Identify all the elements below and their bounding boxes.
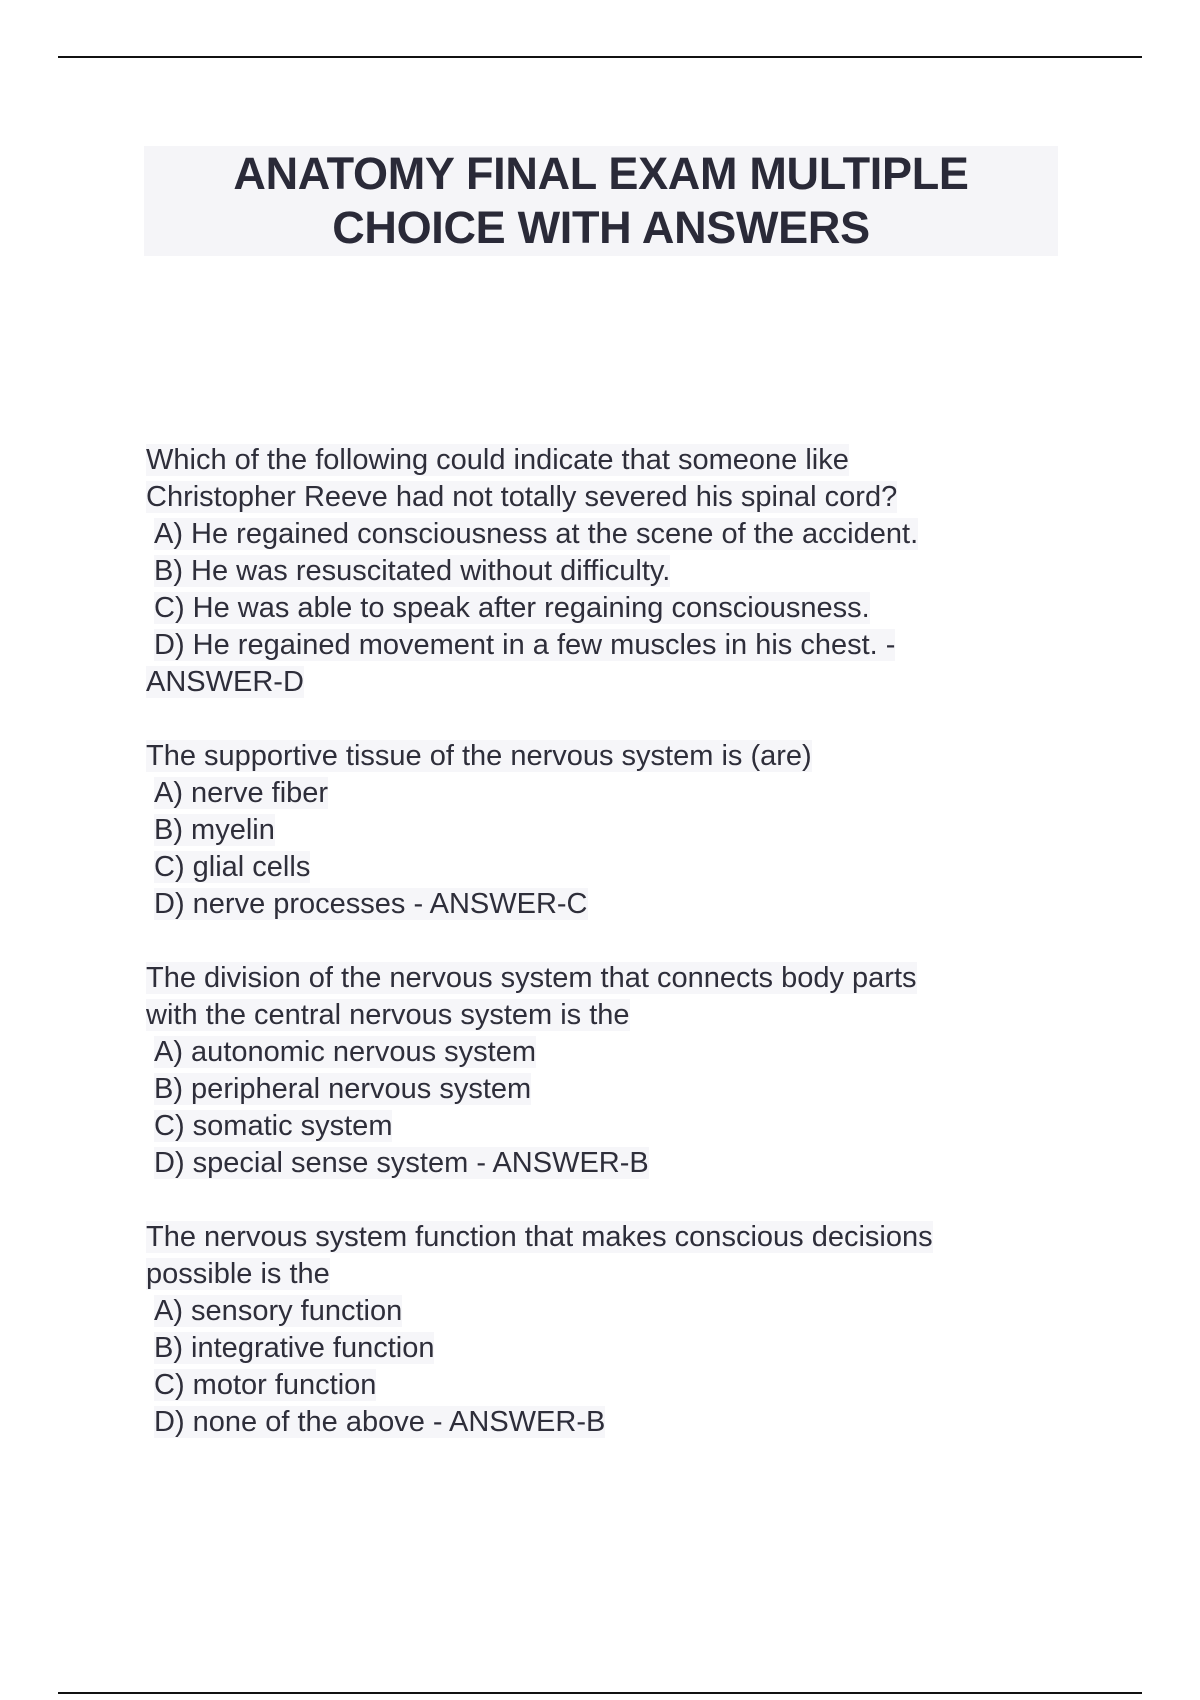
answer-option-b: B) myelin bbox=[154, 814, 275, 846]
question-stem-line: with the central nervous system is the bbox=[146, 999, 630, 1031]
title-line-2: CHOICE WITH ANSWERS bbox=[332, 202, 870, 253]
answer-option-a: A) nerve fiber bbox=[154, 777, 329, 809]
answer-option-a: A) He regained consciousness at the scene of the accident. bbox=[154, 518, 919, 550]
question-3 bbox=[146, 960, 1076, 1182]
answer-option-c: C) glial cells bbox=[154, 851, 311, 883]
answer-option-b: B) He was resuscitated without difficulty. bbox=[154, 555, 671, 587]
answer-option-a: A) autonomic nervous system bbox=[154, 1036, 536, 1068]
question-2 bbox=[146, 738, 1076, 923]
page-top-rule bbox=[58, 56, 1142, 58]
answer-option-d: D) nerve processes - ANSWER-C bbox=[154, 888, 588, 920]
answer-option-a: A) sensory function bbox=[154, 1295, 403, 1327]
question-stem-line: The nervous system function that makes conscious decisions bbox=[146, 1221, 933, 1253]
answer-option-c: C) somatic system bbox=[154, 1110, 393, 1142]
document-title bbox=[144, 146, 1058, 256]
question-stem-line: The division of the nervous system that connects body parts bbox=[146, 962, 917, 994]
question-4 bbox=[146, 1219, 1076, 1441]
answer-option-c: C) motor function bbox=[154, 1369, 377, 1401]
answer-option-d: D) special sense system - ANSWER-B bbox=[154, 1147, 649, 1179]
question-stem-line: The supportive tissue of the nervous system is (are) bbox=[146, 740, 812, 772]
answer-option-b: B) integrative function bbox=[154, 1332, 435, 1364]
question-stem-line: Which of the following could indicate that someone like bbox=[146, 444, 849, 476]
question-list bbox=[146, 442, 1076, 1478]
answer-option-d: D) none of the above - ANSWER-B bbox=[154, 1406, 606, 1438]
answer-option-d: D) He regained movement in a few muscles in his chest. - bbox=[154, 629, 896, 661]
answer-option-c: C) He was able to speak after regaining consciousness. bbox=[154, 592, 870, 624]
answer-key: ANSWER-D bbox=[146, 666, 304, 698]
question-stem-line: possible is the bbox=[146, 1258, 330, 1290]
question-1 bbox=[146, 442, 1076, 701]
page-bottom-rule bbox=[58, 1692, 1142, 1694]
title-line-1: ANATOMY FINAL EXAM MULTIPLE bbox=[233, 148, 969, 199]
question-stem-line: Christopher Reeve had not totally severed his spinal cord? bbox=[146, 481, 898, 513]
answer-option-b: B) peripheral nervous system bbox=[154, 1073, 532, 1105]
